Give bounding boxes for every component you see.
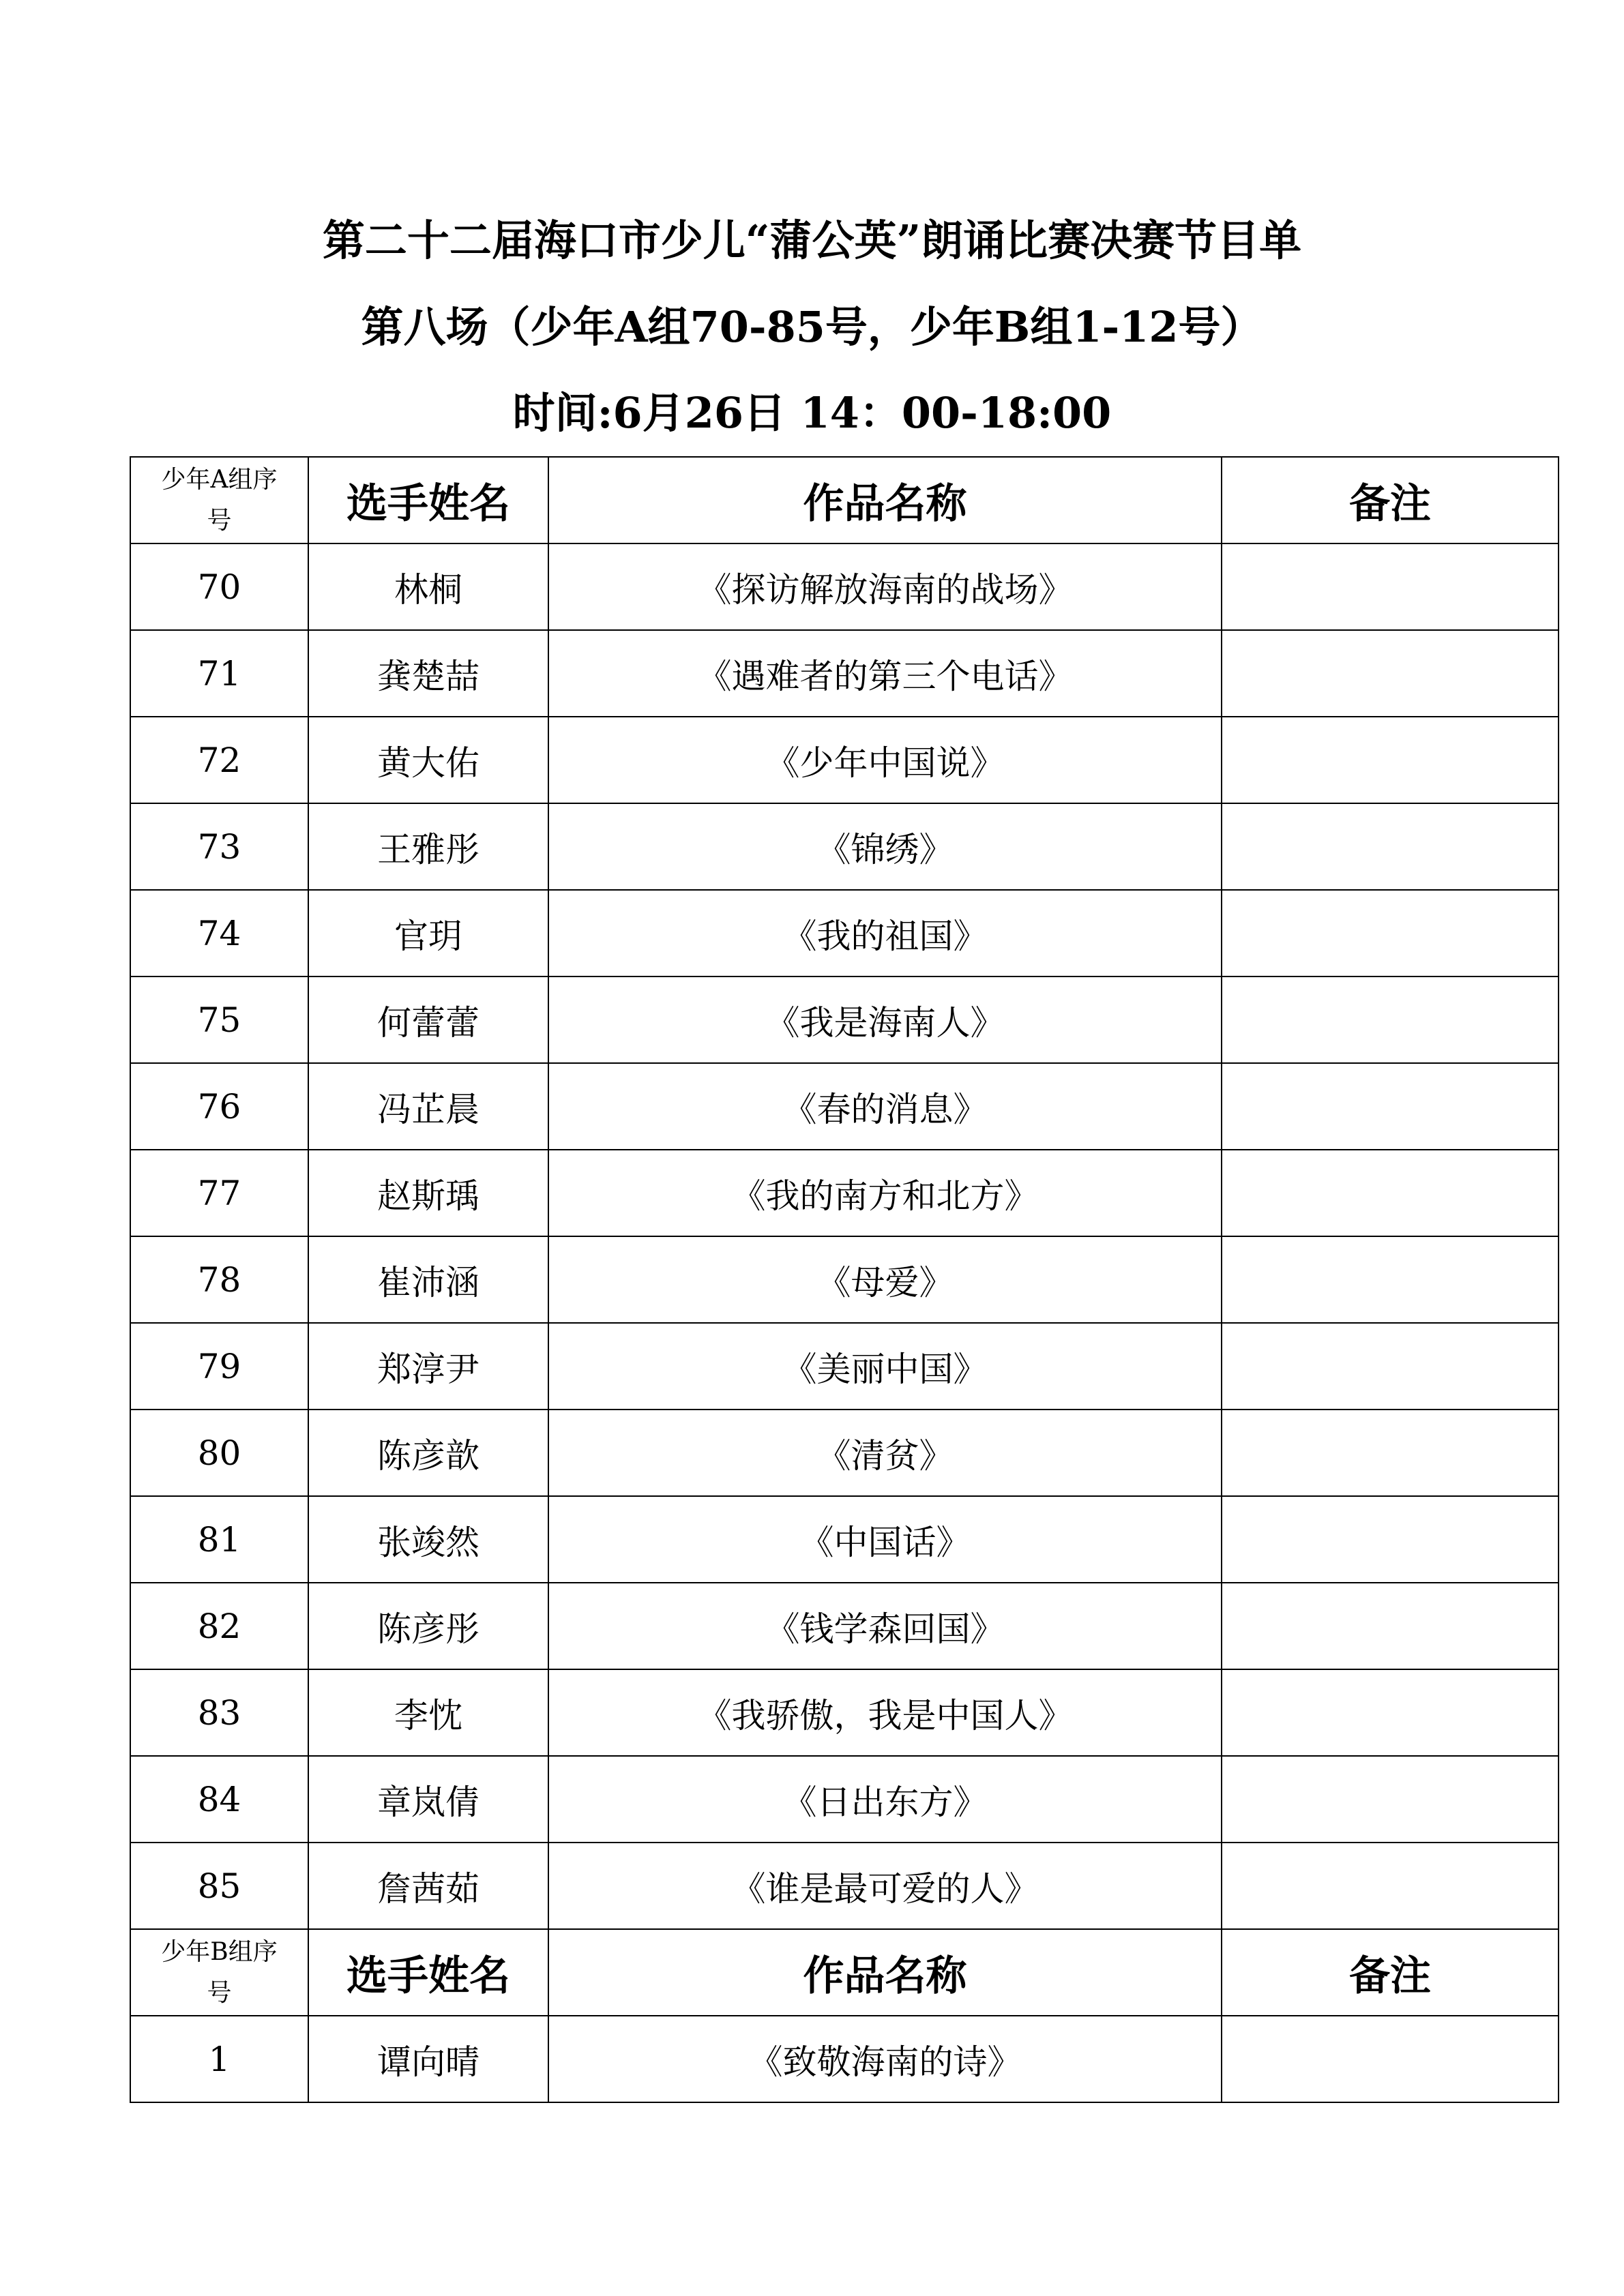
name-cell: 陈彦歆: [308, 1410, 548, 1496]
header-seq-line2: 号: [207, 506, 232, 535]
table-row: [130, 976, 1559, 1063]
seq-cell: 1: [130, 2016, 308, 2102]
work-cell: 《钱学森回国》: [548, 1583, 1222, 1669]
name-cell: 郑淳尹: [308, 1323, 548, 1410]
program-table: [130, 456, 1559, 2103]
name-cell: 张竣然: [308, 1496, 548, 1583]
document-title: 第二十二届海口市少儿“蒲公英”朗诵比赛决赛节目单: [322, 215, 1302, 265]
seq-cell: 72: [130, 717, 308, 803]
seq-cell: 85: [130, 1843, 308, 1929]
table-header-row: [130, 1929, 1559, 2016]
work-cell: 《春的消息》: [548, 1063, 1222, 1150]
table-header-row: [130, 457, 1559, 543]
name-cell: 詹茜茹: [308, 1843, 548, 1929]
work-cell: 《我的南方和北方》: [548, 1150, 1222, 1236]
remark-cell: [1222, 1063, 1559, 1150]
work-cell: 《我的祖国》: [548, 890, 1222, 976]
name-cell: 王雅彤: [308, 803, 548, 890]
header-work: 作品名称: [548, 457, 1222, 543]
name-cell: 章岚倩: [308, 1756, 548, 1843]
header-seq: [130, 1929, 308, 2016]
seq-cell: 74: [130, 890, 308, 976]
work-cell: 《日出东方》: [548, 1756, 1222, 1843]
header-work: 作品名称: [548, 1929, 1222, 2016]
remark-cell: [1222, 1410, 1559, 1496]
seq-cell: 80: [130, 1410, 308, 1496]
remark-cell: [1222, 1496, 1559, 1583]
name-cell: 黄大佑: [308, 717, 548, 803]
work-cell: 《谁是最可爱的人》: [548, 1843, 1222, 1929]
work-cell: 《美丽中国》: [548, 1323, 1222, 1410]
table-row: [130, 1323, 1559, 1410]
name-cell: 谭向晴: [308, 2016, 548, 2102]
seq-cell: 79: [130, 1323, 308, 1410]
table-row: [130, 1410, 1559, 1496]
header-seq-line1: 少年B组序: [161, 1937, 278, 1966]
seq-cell: 83: [130, 1669, 308, 1756]
work-cell: 《母爱》: [548, 1236, 1222, 1323]
seq-cell: 76: [130, 1063, 308, 1150]
seq-cell: 82: [130, 1583, 308, 1669]
table-row: [130, 1496, 1559, 1583]
seq-cell: 75: [130, 976, 308, 1063]
seq-cell: 78: [130, 1236, 308, 1323]
remark-cell: [1222, 976, 1559, 1063]
session-time: 时间:6月26日 14：00-18:00: [512, 388, 1112, 438]
table-row: [130, 717, 1559, 803]
seq-cell: 81: [130, 1496, 308, 1583]
table-row: [130, 1150, 1559, 1236]
work-cell: 《探访解放海南的战场》: [548, 543, 1222, 630]
table-row: [130, 1843, 1559, 1929]
name-cell: 官玥: [308, 890, 548, 976]
table-row: [130, 1583, 1559, 1669]
name-cell: 冯芷晨: [308, 1063, 548, 1150]
work-cell: 《我骄傲，我是中国人》: [548, 1669, 1222, 1756]
name-cell: 何蕾蕾: [308, 976, 548, 1063]
remark-cell: [1222, 1583, 1559, 1669]
remark-cell: [1222, 2016, 1559, 2102]
table-row: [130, 890, 1559, 976]
seq-cell: 71: [130, 630, 308, 717]
work-cell: 《中国话》: [548, 1496, 1222, 1583]
remark-cell: [1222, 1669, 1559, 1756]
remark-cell: [1222, 890, 1559, 976]
work-cell: 《我是海南人》: [548, 976, 1222, 1063]
table-row: [130, 630, 1559, 717]
table-row: [130, 1236, 1559, 1323]
remark-cell: [1222, 1843, 1559, 1929]
table-row: [130, 2016, 1559, 2102]
work-cell: 《少年中国说》: [548, 717, 1222, 803]
session-subtitle: 第八场（少年A组70-85号，少年B组1-12号）: [361, 302, 1263, 352]
work-cell: 《锦绣》: [548, 803, 1222, 890]
table-row: [130, 1756, 1559, 1843]
seq-cell: 84: [130, 1756, 308, 1843]
table-row: [130, 1063, 1559, 1150]
work-cell: 《遇难者的第三个电话》: [548, 630, 1222, 717]
name-cell: 崔沛涵: [308, 1236, 548, 1323]
remark-cell: [1222, 717, 1559, 803]
table-row: [130, 543, 1559, 630]
remark-cell: [1222, 1236, 1559, 1323]
seq-cell: 73: [130, 803, 308, 890]
name-cell: 李忱: [308, 1669, 548, 1756]
remark-cell: [1222, 630, 1559, 717]
work-cell: 《致敬海南的诗》: [548, 2016, 1222, 2102]
table-row: [130, 1669, 1559, 1756]
header-seq: [130, 457, 308, 543]
header-name: 选手姓名: [308, 457, 548, 543]
header-seq-line1: 少年A组序: [161, 465, 278, 494]
header-name: 选手姓名: [308, 1929, 548, 2016]
header-seq-line2: 号: [207, 1978, 232, 2007]
remark-cell: [1222, 803, 1559, 890]
remark-cell: [1222, 1150, 1559, 1236]
seq-cell: 70: [130, 543, 308, 630]
name-cell: 林桐: [308, 543, 548, 630]
header-remark: 备注: [1222, 457, 1559, 543]
remark-cell: [1222, 1756, 1559, 1843]
remark-cell: [1222, 543, 1559, 630]
remark-cell: [1222, 1323, 1559, 1410]
name-cell: 赵斯瑀: [308, 1150, 548, 1236]
table-row: [130, 803, 1559, 890]
work-cell: 《清贫》: [548, 1410, 1222, 1496]
header-remark: 备注: [1222, 1929, 1559, 2016]
name-cell: 龚楚喆: [308, 630, 548, 717]
name-cell: 陈彦彤: [308, 1583, 548, 1669]
seq-cell: 77: [130, 1150, 308, 1236]
